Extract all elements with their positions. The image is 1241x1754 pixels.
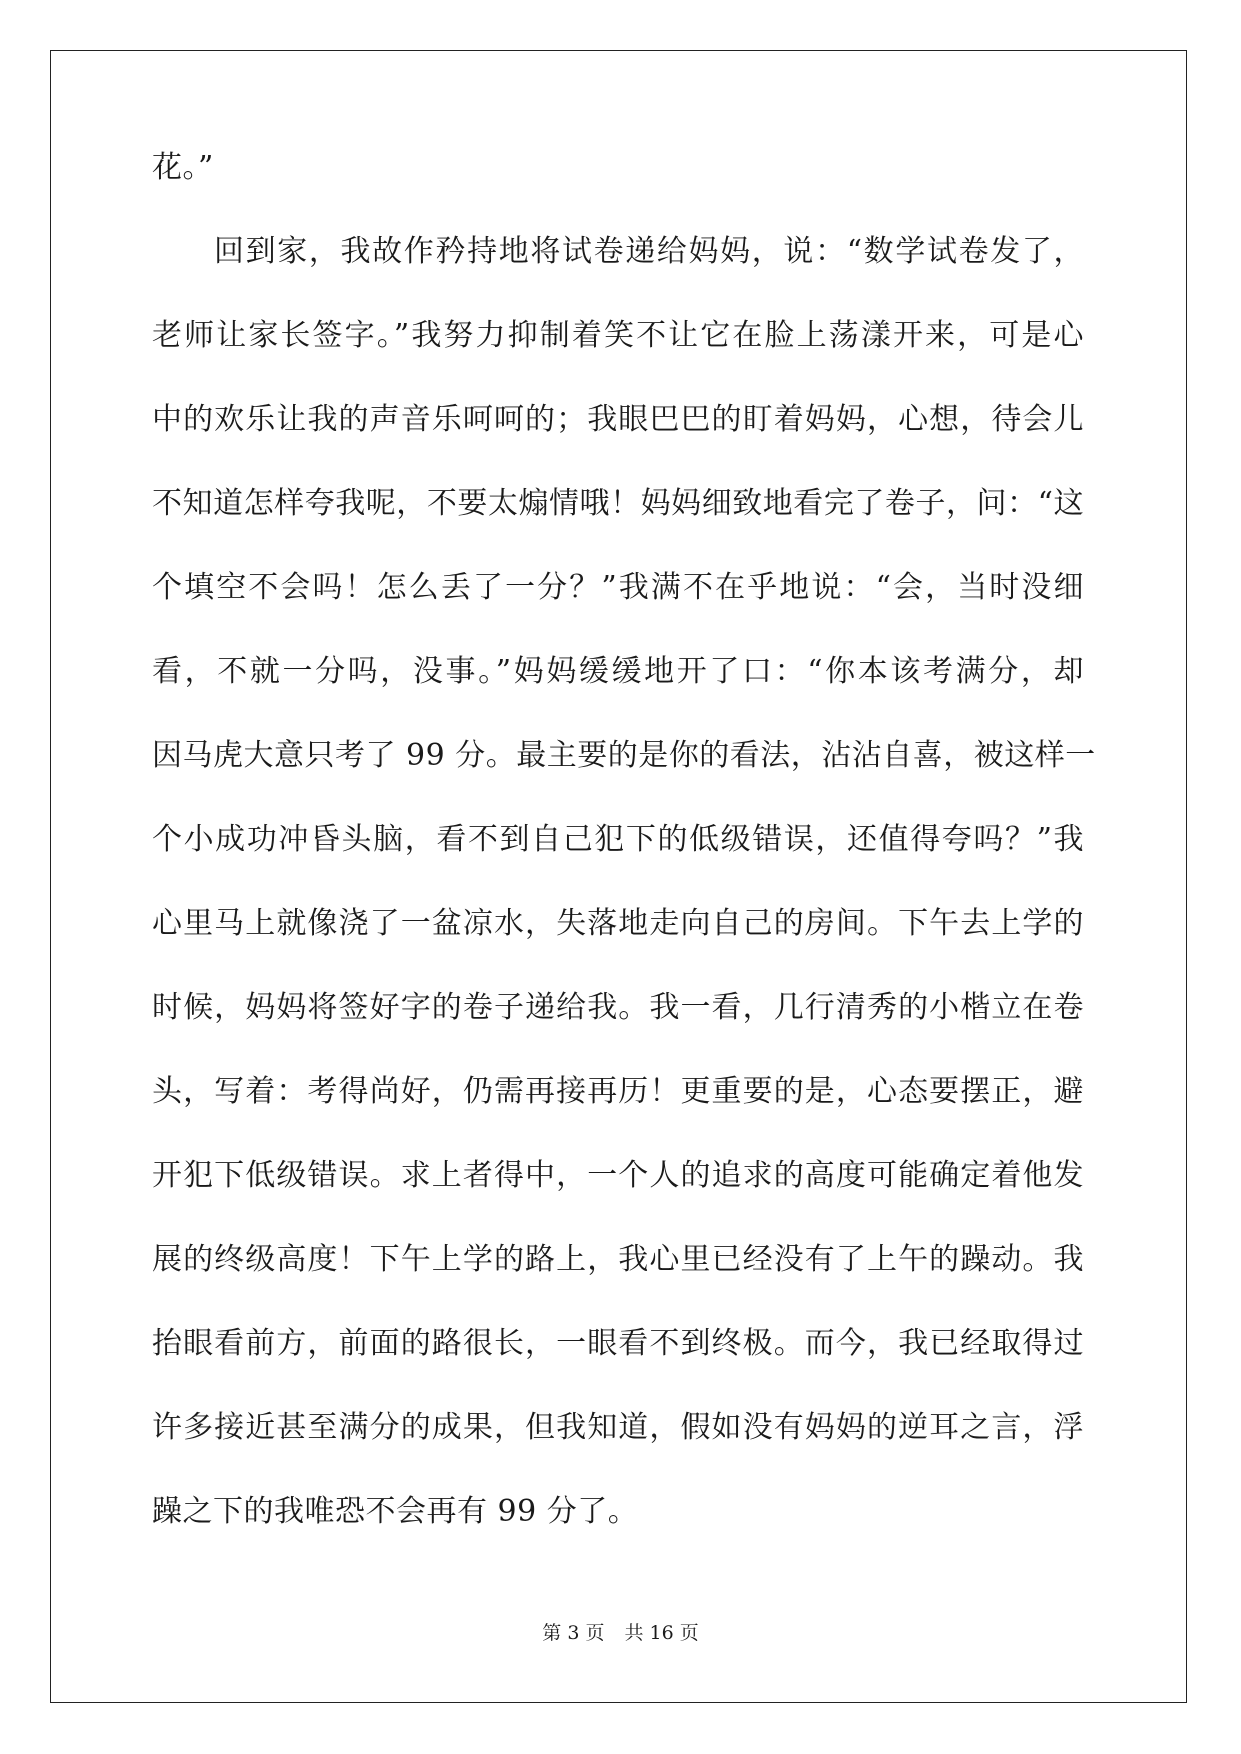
text-line: 个填空不会吗！怎么丢了一分？”我满不在乎地说：“会，当时没细 <box>152 570 1084 605</box>
text-line: 躁之下的我唯恐不会再有 99 分了。 <box>152 1494 639 1529</box>
text-line: 看，不就一分吗，没事。”妈妈缓缓地开了口：“你本该考满分，却 <box>152 654 1084 689</box>
text-line: 心里马上就像浇了一盆凉水，失落地走向自己的房间。下午去上学的 <box>152 906 1084 941</box>
text-line: 抬眼看前方，前面的路很长，一眼看不到终极。而今，我已经取得过 <box>152 1326 1084 1361</box>
text-line: 因马虎大意只考了 99 分。最主要的是你的看法，沾沾自喜，被这样一 <box>152 738 1096 773</box>
text-line: 回到家，我故作矜持地将试卷递给妈妈，说：“数学试卷发了， <box>214 234 1084 269</box>
text-line: 个小成功冲昏头脑，看不到自己犯下的低级错误，还值得夸吗？”我 <box>152 822 1084 857</box>
document-body <box>152 126 1096 1554</box>
text-line: 老师让家长签字。”我努力抑制着笑不让它在脸上荡漾开来，可是心 <box>152 318 1084 353</box>
text-line: 头，写着：考得尚好，仍需再接再历！更重要的是，心态要摆正，避 <box>152 1074 1084 1109</box>
text-line: 许多接近甚至满分的成果，但我知道，假如没有妈妈的逆耳之言，浮 <box>152 1410 1084 1445</box>
current-page-number: 第 3 页 <box>542 1622 605 1644</box>
page-footer <box>0 1620 1241 1646</box>
text-line: 展的终级高度！下午上学的路上，我心里已经没有了上午的躁动。我 <box>152 1242 1084 1277</box>
text-line: 时候，妈妈将签好字的卷子递给我。我一看，几行清秀的小楷立在卷 <box>152 990 1084 1025</box>
total-page-count: 共 16 页 <box>624 1622 699 1644</box>
text-line: 不知道怎样夸我呢，不要太煽情哦！妈妈细致地看完了卷子，问：“这 <box>152 486 1084 521</box>
text-line: 花。” <box>152 150 214 185</box>
text-line: 开犯下低级错误。求上者得中，一个人的追求的高度可能确定着他发 <box>152 1158 1084 1193</box>
text-line: 中的欢乐让我的声音乐呵呵的；我眼巴巴的盯着妈妈，心想，待会儿 <box>152 402 1084 437</box>
